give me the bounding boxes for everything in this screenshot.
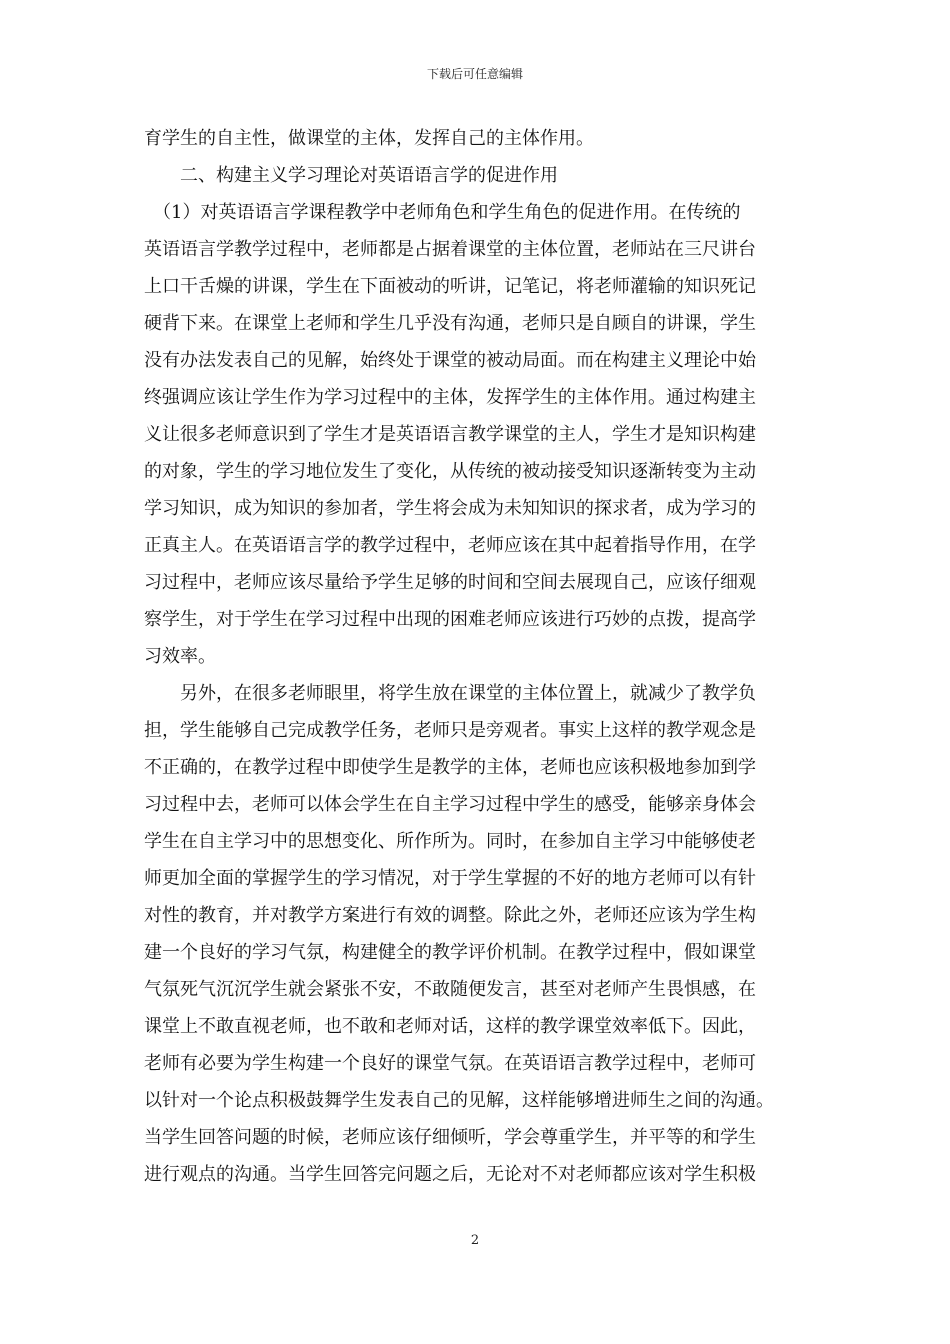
- text-line: 正真主人。在英语语言学的教学过程中，老师应该在其中起着指导作用，在学: [144, 535, 756, 556]
- text-line: 不正确的，在教学过程中即使学生是教学的主体，老师也应该积极地参加到学: [144, 757, 756, 778]
- text-line: （1）对英语语言学课程教学中老师角色和学生角色的促进作用。在传统的: [144, 202, 741, 223]
- document-body: [144, 120, 810, 1193]
- text-line: 对性的教育，并对教学方案进行有效的调整。除此之外，老师还应该为学生构: [144, 905, 756, 926]
- text-line: 建一个良好的学习气氛，构建健全的教学评价机制。在教学过程中，假如课堂: [144, 942, 756, 963]
- text-line: 担，学生能够自己完成教学任务，老师只是旁观者。事实上这样的教学观念是: [144, 720, 756, 741]
- text-line: 上口干舌燥的讲课，学生在下面被动的听讲，记笔记，将老师灌输的知识死记: [144, 276, 756, 297]
- text-line: 学生在自主学习中的思想变化、所作所为。同时，在参加自主学习中能够使老: [144, 831, 756, 852]
- text-line: 育学生的自主性，做课堂的主体，发挥自己的主体作用。: [144, 128, 594, 149]
- text-line: 课堂上不敢直视老师，也不敢和老师对话，这样的教学课堂效率低下。因此，: [144, 1016, 756, 1037]
- text-line: 学习知识，成为知识的参加者，学生将会成为未知知识的探求者，成为学习的: [144, 498, 756, 519]
- text-line: 硬背下来。在课堂上老师和学生几乎没有沟通，老师只是自顾自的讲课，学生: [144, 313, 756, 334]
- text-line: 以针对一个论点积极鼓舞学生发表自己的见解，这样能够增进师生之间的沟通。: [144, 1090, 774, 1111]
- text-line: 当学生回答问题的时候，老师应该仔细倾听，学会尊重学生，并平等的和学生: [144, 1127, 756, 1148]
- page-number: 2: [470, 1233, 480, 1248]
- text-line: 另外，在很多老师眼里，将学生放在课堂的主体位置上，就减少了教学负: [144, 683, 756, 704]
- page-header: 下载后可任意编辑: [426, 67, 523, 81]
- section-heading: 二、构建主义学习理论对英语语言学的促进作用: [144, 165, 558, 186]
- text-line: 习效率。: [144, 646, 216, 667]
- text-line: 英语语言学教学过程中，老师都是占据着课堂的主体位置，老师站在三尺讲台: [144, 239, 756, 260]
- text-line: 义让很多老师意识到了学生才是英语语言教学课堂的主人，学生才是知识构建: [144, 424, 756, 445]
- text-line: 气氛死气沉沉学生就会紧张不安，不敢随便发言，甚至对老师产生畏惧感，在: [144, 979, 756, 1000]
- text-line: 习过程中去，老师可以体会学生在自主学习过程中学生的感受，能够亲身体会: [144, 794, 756, 815]
- text-line: 进行观点的沟通。当学生回答完问题之后，无论对不对老师都应该对学生积极: [144, 1164, 756, 1185]
- text-line: 终强调应该让学生作为学习过程中的主体，发挥学生的主体作用。通过构建主: [144, 387, 756, 408]
- text-line: 没有办法发表自己的见解，始终处于课堂的被动局面。而在构建主义理论中始: [144, 350, 756, 371]
- text-line: 的对象，学生的学习地位发生了变化，从传统的被动接受知识逐渐转变为主动: [144, 461, 756, 482]
- text-line: 师更加全面的掌握学生的学习情况，对于学生掌握的不好的地方老师可以有针: [144, 868, 756, 889]
- text-line: 察学生，对于学生在学习过程中出现的困难老师应该进行巧妙的点拨，提高学: [144, 609, 756, 630]
- text-line: 老师有必要为学生构建一个良好的课堂气氛。在英语语言教学过程中，老师可: [144, 1053, 756, 1074]
- text-line: 习过程中，老师应该尽量给予学生足够的时间和空间去展现自己，应该仔细观: [144, 572, 756, 593]
